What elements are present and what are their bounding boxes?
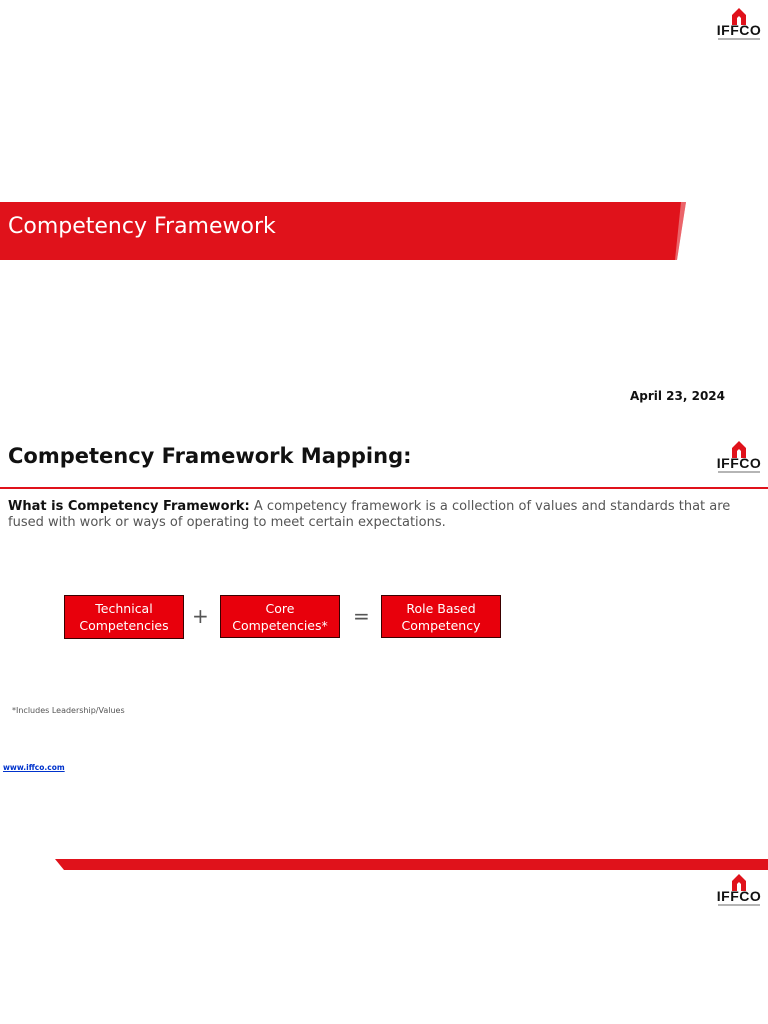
definition-label: What is Competency Framework: (8, 499, 250, 514)
plus-operator: + (192, 604, 209, 628)
cover-date: April 23, 2024 (629, 389, 725, 403)
equals-operator: = (353, 604, 370, 628)
website-link[interactable]: www.iffco.com (3, 763, 65, 772)
core-competencies-box: Core Competencies* (220, 595, 340, 638)
iffco-logo-icon (715, 8, 763, 44)
logo-wordmark: IFFCO (716, 455, 762, 471)
definition-text: A competency framework is a collection of values and standards that are fused with work or ways of operating to meet certain expectations. (8, 499, 731, 530)
iffco-logo-icon (715, 874, 763, 910)
definition-paragraph (8, 499, 738, 531)
heading-rule (0, 487, 768, 489)
role-based-competency-box: Role Based Competency (381, 595, 501, 638)
logo-wordmark: IFFCO (716, 22, 762, 38)
cover-title: Competency Framework (8, 214, 276, 239)
iffco-logo-icon (715, 441, 763, 477)
technical-competencies-box: Technical Competencies (64, 595, 184, 639)
slide-heading: Competency Framework Mapping: (8, 444, 412, 468)
logo-wordmark: IFFCO (716, 888, 762, 904)
bottom-banner (55, 855, 768, 874)
logo-tagline (718, 38, 760, 40)
footnote: *Includes Leadership/Values (12, 706, 125, 715)
logo-tagline (718, 904, 760, 906)
logo-tagline (718, 471, 760, 473)
